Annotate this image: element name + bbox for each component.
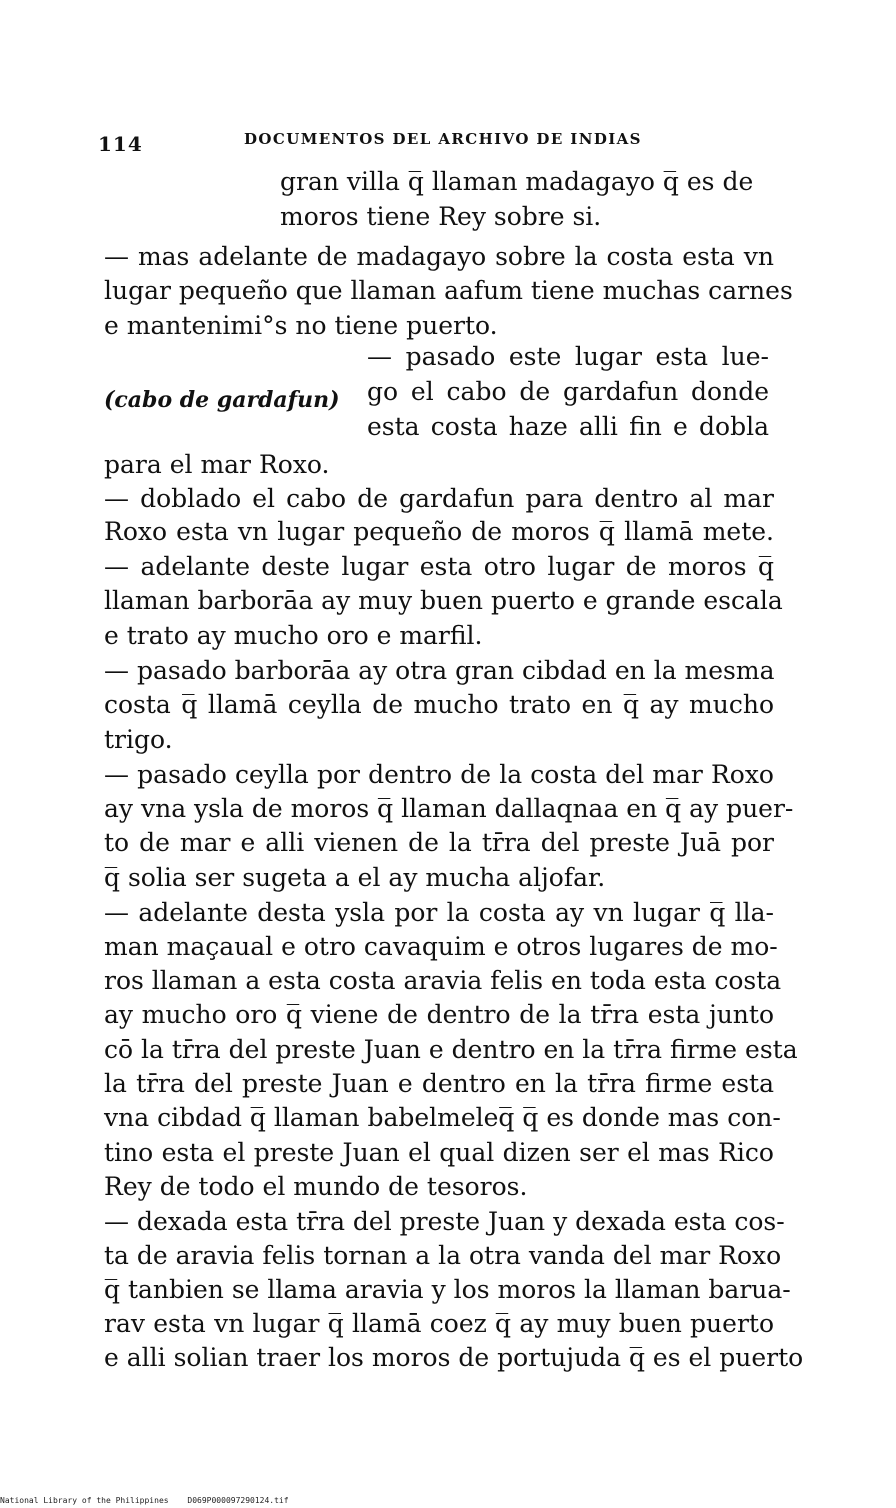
text-line: e trato ay mucho oro e marfil. <box>104 621 483 650</box>
text-line: ay mucho oro q̅ viene de dentro de la tr̄ra esta junto <box>104 1000 774 1029</box>
text-line: Roxo esta vn lugar pequeño de moros q̅ llamā mete. <box>104 517 774 546</box>
text-line: gran villa q̅ llaman madagayo q̅ es de <box>280 167 754 196</box>
text-line: llaman barborāa ay muy buen puerto e grande escala <box>104 586 783 615</box>
text-line: esta costa haze alli fin e dobla <box>367 412 769 441</box>
text-line: e alli solian traer los moros de portujuda q̅ es el puerto <box>104 1343 804 1372</box>
text-line: tino esta el preste Juan el qual dizen ser el mas Rico <box>104 1138 774 1167</box>
text-line: e mantenimi°s no tiene puerto. <box>104 311 498 340</box>
text-line: moros tiene Rey sobre si. <box>280 202 602 231</box>
text-line: man maçaual e otro cavaquim e otros lugares de mo- <box>104 932 778 961</box>
text-line: ta de aravia felis tornan a la otra vanda del mar Roxo <box>104 1241 782 1270</box>
text-line: para el mar Roxo. <box>104 450 330 479</box>
text-line: — adelante deste lugar esta otro lugar de moros q̅ <box>104 552 774 581</box>
text-line: rav esta vn lugar q̅ llamā coez q̅ ay muy buen puerto <box>104 1309 774 1338</box>
text-line: go el cabo de gardafun donde <box>367 377 769 406</box>
text-line: Rey de todo el mundo de tesoros. <box>104 1172 528 1201</box>
text-line: trigo. <box>104 725 173 754</box>
scan-footer <box>0 1496 303 1505</box>
text-line: — pasado barborāa ay otra gran cibdad en la mesma <box>104 656 775 685</box>
text-line: lugar pequeño que llaman aafum tiene muchas carnes <box>104 276 793 305</box>
footer-file: D069P000097290124.tif <box>187 1496 289 1505</box>
text-line: q̅ tanbien se llama aravia y los moros la llaman barua- <box>104 1275 791 1304</box>
text-line: — pasado ceylla por dentro de la costa del mar Roxo <box>104 760 774 789</box>
text-line: — doblado el cabo de gardafun para dentro al mar <box>104 484 774 513</box>
text-line: cō la tr̄ra del preste Juan e dentro en la tr̄ra firme esta <box>104 1035 798 1064</box>
text-line: — adelante desta ysla por la costa ay vn lugar q̅ lla- <box>104 898 774 927</box>
text-line: costa q̅ llamā ceylla de mucho trato en q̅ ay mucho <box>104 690 774 719</box>
text-line: ros llaman a esta costa aravia felis en toda esta costa <box>104 966 782 995</box>
page-number: 114 <box>98 132 143 156</box>
text-line: vna cibdad q̅ llaman babelmeleq̅ q̅ es donde mas con- <box>104 1103 781 1132</box>
margin-note: (cabo de gardafun) <box>104 387 340 413</box>
running-title: DOCUMENTOS DEL ARCHIVO DE INDIAS <box>244 130 642 148</box>
text-line: q̅ solia ser sugeta a el ay mucha aljofar. <box>104 863 606 892</box>
text-line: ay vna ysla de moros q̅ llaman dallaqnaa en q̅ ay puer- <box>104 794 794 823</box>
text-line: — pasado este lugar esta lue- <box>367 342 769 371</box>
text-line: — dexada esta tr̄ra del preste Juan y dexada esta cos- <box>104 1207 785 1236</box>
text-line: to de mar e alli vienen de la tr̄ra del preste Juā por <box>104 828 774 857</box>
text-line: — mas adelante de madagayo sobre la costa esta vn <box>104 242 774 271</box>
text-line: la tr̄ra del preste Juan e dentro en la tr̄ra firme esta <box>104 1069 774 1098</box>
page-header <box>0 124 896 154</box>
footer-library: National Library of the Philippines <box>0 1496 169 1505</box>
